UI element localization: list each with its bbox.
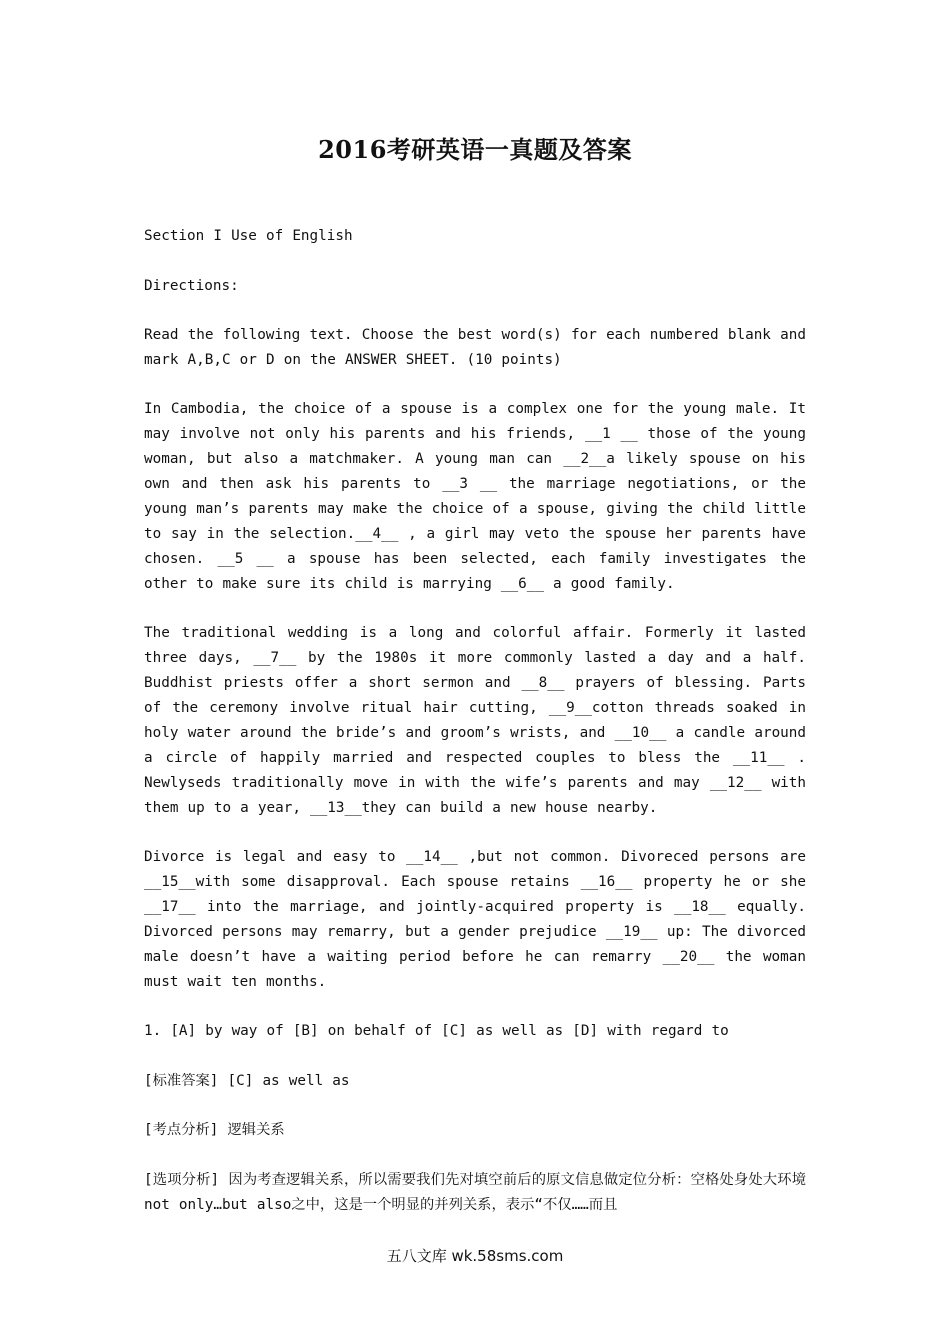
passage-paragraph-3: Divorce is legal and easy to __14__ ,but not common. Divoreced persons are __15__with some disapproval. Each spouse retains __16__ property he or she __17__ into the marriage, and jointly-acquired property is __18__ equally. Divorced persons may remarry, but a gender prejudice __19__ up: The divorced male doesn’t have a waiting period before he can remarry __20__ the woman must wait ten months.	[144, 849, 806, 990]
directions-label: Directions:	[144, 277, 239, 294]
question-1-option-analysis: [选项分析] 因为考查逻辑关系，所以需要我们先对填空前后的原文信息做定位分析：空格处身处大环境not only…but also之中，这是一个明显的并列关系，表示“不仅……而且	[144, 1171, 806, 1213]
section-heading: Section I Use of English	[144, 228, 353, 244]
question-1-options: 1. [A] by way of [B] on behalf of [C] as well as [D] with regard to	[144, 1023, 729, 1040]
document-title: 2016考研英语一真题及答案	[318, 135, 632, 164]
footer-watermark: 五八文库 wk.58sms.com	[386, 1247, 564, 1265]
directions-text: Read the following text. Choose the best word(s) for each numbered blank and mark A,B,C or D on the ANSWER SHEET. (10 points)	[144, 327, 806, 368]
passage-paragraph-2: The traditional wedding is a long and colorful affair. Formerly it lasted three days, __7__ by the 1980s it more commonly lasted a day and a half. Buddhist priests offer a short sermon and __8__ prayers of blessing. Parts of the ceremony involve ritual hair cutting, __9__cotton threads soaked in holy water around the bride’s and groom’s wrists, and __10__ a candle around a circle of happily married and respected couples to bless the __11__ . Newlyseds traditionally move in with the wife’s parents and may __12__ with them up to a year, __13__they can build a new house nearby.	[144, 625, 806, 816]
passage-paragraph-1: In Cambodia, the choice of a spouse is a complex one for the young male. It may involve not only his parents and his friends, __1 __ those of the young woman, but also a matchmaker. A young man can __2__a likely spouse on his own and then ask his parents to __3 __ the marriage negotiations, or the young man’s parents may make the choice of a spouse, giving the child little to say in the selection.__4__ , a girl may veto the spouse her parents have chosen. __5 __ a spouse has been selected, each family investigates the other to make sure its child is marrying __6__ a good family.	[144, 401, 806, 592]
question-1-analysis: [考点分析] 逻辑关系	[144, 1122, 285, 1139]
question-1-answer: [标准答案] [C] as well as	[144, 1072, 350, 1089]
document-body	[144, 224, 806, 1242]
